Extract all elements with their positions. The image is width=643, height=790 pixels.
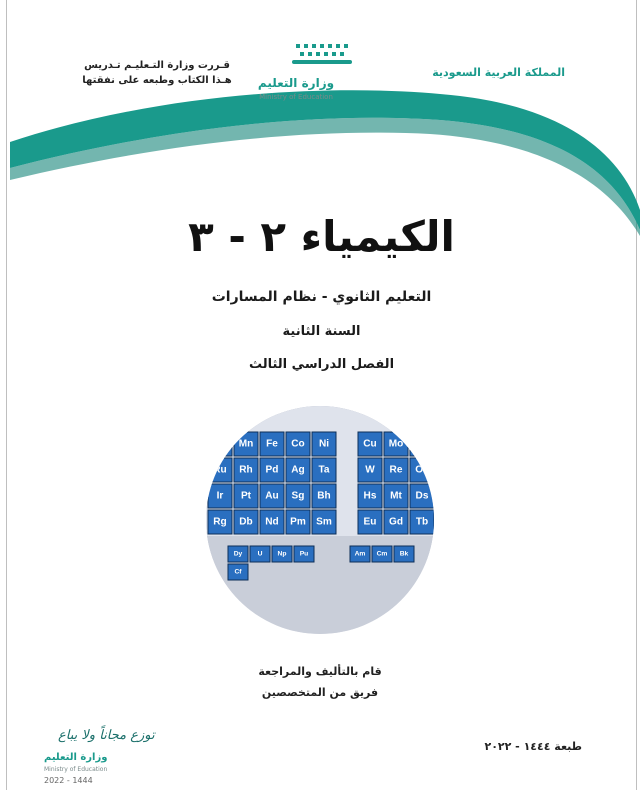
element-tile	[208, 432, 232, 456]
element-tile	[260, 484, 284, 508]
element-tile	[312, 458, 336, 482]
approval-note-line2: هـذا الكتاب وطبعه على نفقتها	[82, 75, 232, 86]
element-tile	[372, 546, 392, 562]
edition-year: طبعة ١٤٤٤ - ٢٠٢٢	[484, 740, 582, 753]
element-tile	[234, 510, 258, 534]
element-symbol: Rh	[239, 464, 253, 476]
element-symbol: Re	[389, 464, 403, 476]
element-symbol: Eu	[363, 516, 377, 528]
element-tile	[272, 546, 292, 562]
element-symbol: Pu	[299, 550, 309, 558]
element-symbol: Ru	[213, 464, 227, 476]
approval-note-line1: قـررت وزارة التـعليـم تـدريس	[84, 60, 230, 71]
element-symbol: Cf	[234, 568, 242, 576]
element-tile	[286, 510, 310, 534]
element-tile	[384, 510, 408, 534]
element-tile	[294, 546, 314, 562]
element-tile	[208, 484, 232, 508]
element-symbol: Hs	[363, 490, 377, 502]
element-symbol: U	[257, 550, 263, 558]
element-tile	[234, 484, 258, 508]
element-symbol: Dy	[233, 550, 243, 558]
book-title: الكيمياء ٢ - ٣	[188, 212, 455, 261]
footer-ministry-ar: وزارة التعليم	[44, 752, 108, 763]
ministry-name-en: Ministry of Education	[259, 93, 333, 101]
element-tile	[312, 484, 336, 508]
ministry-name-ar: وزارة التعليم	[257, 76, 335, 90]
element-symbol: Au	[265, 490, 279, 502]
element-symbol: Sg	[291, 490, 305, 502]
semester: الفصل الدراسي الثالث	[248, 357, 395, 372]
element-symbol: Np	[277, 550, 287, 558]
element-symbol: Db	[239, 516, 253, 528]
element-symbol: Bk	[399, 550, 409, 558]
element-tile	[384, 458, 408, 482]
element-symbol: Tb	[415, 516, 429, 528]
school-year: السنة الثانية	[282, 324, 361, 339]
element-tile	[350, 546, 370, 562]
element-tile	[228, 564, 248, 580]
book-subtitle: التعليم الثانوي - نظام المسارات	[211, 289, 432, 305]
element-tile	[410, 510, 434, 534]
element-symbol: Tc	[416, 438, 428, 450]
element-tile	[286, 484, 310, 508]
element-symbol: Ta	[318, 464, 330, 476]
periodic-table-image	[206, 406, 434, 634]
free-distribution-signature: توزع مجاناً ولا يباع	[58, 728, 155, 743]
element-tile	[260, 432, 284, 456]
element-symbol: Os	[415, 464, 429, 476]
element-tile	[286, 458, 310, 482]
periodic-table-graphic	[206, 406, 434, 634]
element-tile	[384, 484, 408, 508]
element-symbol: Am	[354, 550, 366, 558]
element-symbol: Fe	[266, 438, 278, 450]
element-tile	[260, 458, 284, 482]
footer-ministry-en: Ministry of Education	[44, 766, 108, 773]
element-symbol: Nd	[265, 516, 279, 528]
credits-authors: قام بالتأليف والمراجعة	[258, 665, 382, 678]
element-symbol: Mt	[390, 490, 402, 502]
element-symbol: Pm	[290, 516, 306, 528]
element-symbol: Rg	[213, 516, 227, 528]
element-symbol: Cr	[214, 438, 226, 450]
element-tile	[358, 510, 382, 534]
element-symbol: W	[365, 464, 375, 476]
element-tile	[358, 484, 382, 508]
element-tile	[260, 510, 284, 534]
element-symbol: Ag	[291, 464, 305, 476]
element-tile	[410, 432, 434, 456]
element-symbol: Co	[291, 438, 305, 450]
element-symbol: Cm	[376, 550, 388, 558]
element-symbol: Gd	[389, 516, 403, 528]
element-symbol: Ir	[216, 490, 224, 502]
element-tile	[358, 458, 382, 482]
element-symbol: Cu	[363, 438, 377, 450]
element-tile	[228, 546, 248, 562]
element-tile	[250, 546, 270, 562]
credits-team: فريق من المتخصصين	[261, 686, 379, 699]
element-symbol: Bh	[317, 490, 331, 502]
footer-year: 2022 - 1444	[44, 776, 93, 785]
element-tile	[234, 458, 258, 482]
element-tile	[312, 510, 336, 534]
element-tile	[208, 458, 232, 482]
element-symbol: Pt	[240, 490, 252, 502]
element-tile	[286, 432, 310, 456]
country-name: المملكة العربية السعودية	[432, 66, 565, 79]
element-tile	[410, 484, 434, 508]
element-tile	[394, 546, 414, 562]
element-symbol: Ni	[318, 438, 330, 450]
element-symbol: Mn	[238, 438, 254, 450]
element-symbol: Ds	[415, 490, 429, 502]
element-tile	[384, 432, 408, 456]
element-tile	[410, 458, 434, 482]
element-tile	[312, 432, 336, 456]
element-tile	[358, 432, 382, 456]
element-symbol: Sm	[316, 516, 332, 528]
element-symbol: Pd	[265, 464, 279, 476]
element-tile	[234, 432, 258, 456]
approval-note	[62, 58, 252, 88]
element-symbol: Mo	[388, 438, 404, 450]
element-tile	[208, 510, 232, 534]
